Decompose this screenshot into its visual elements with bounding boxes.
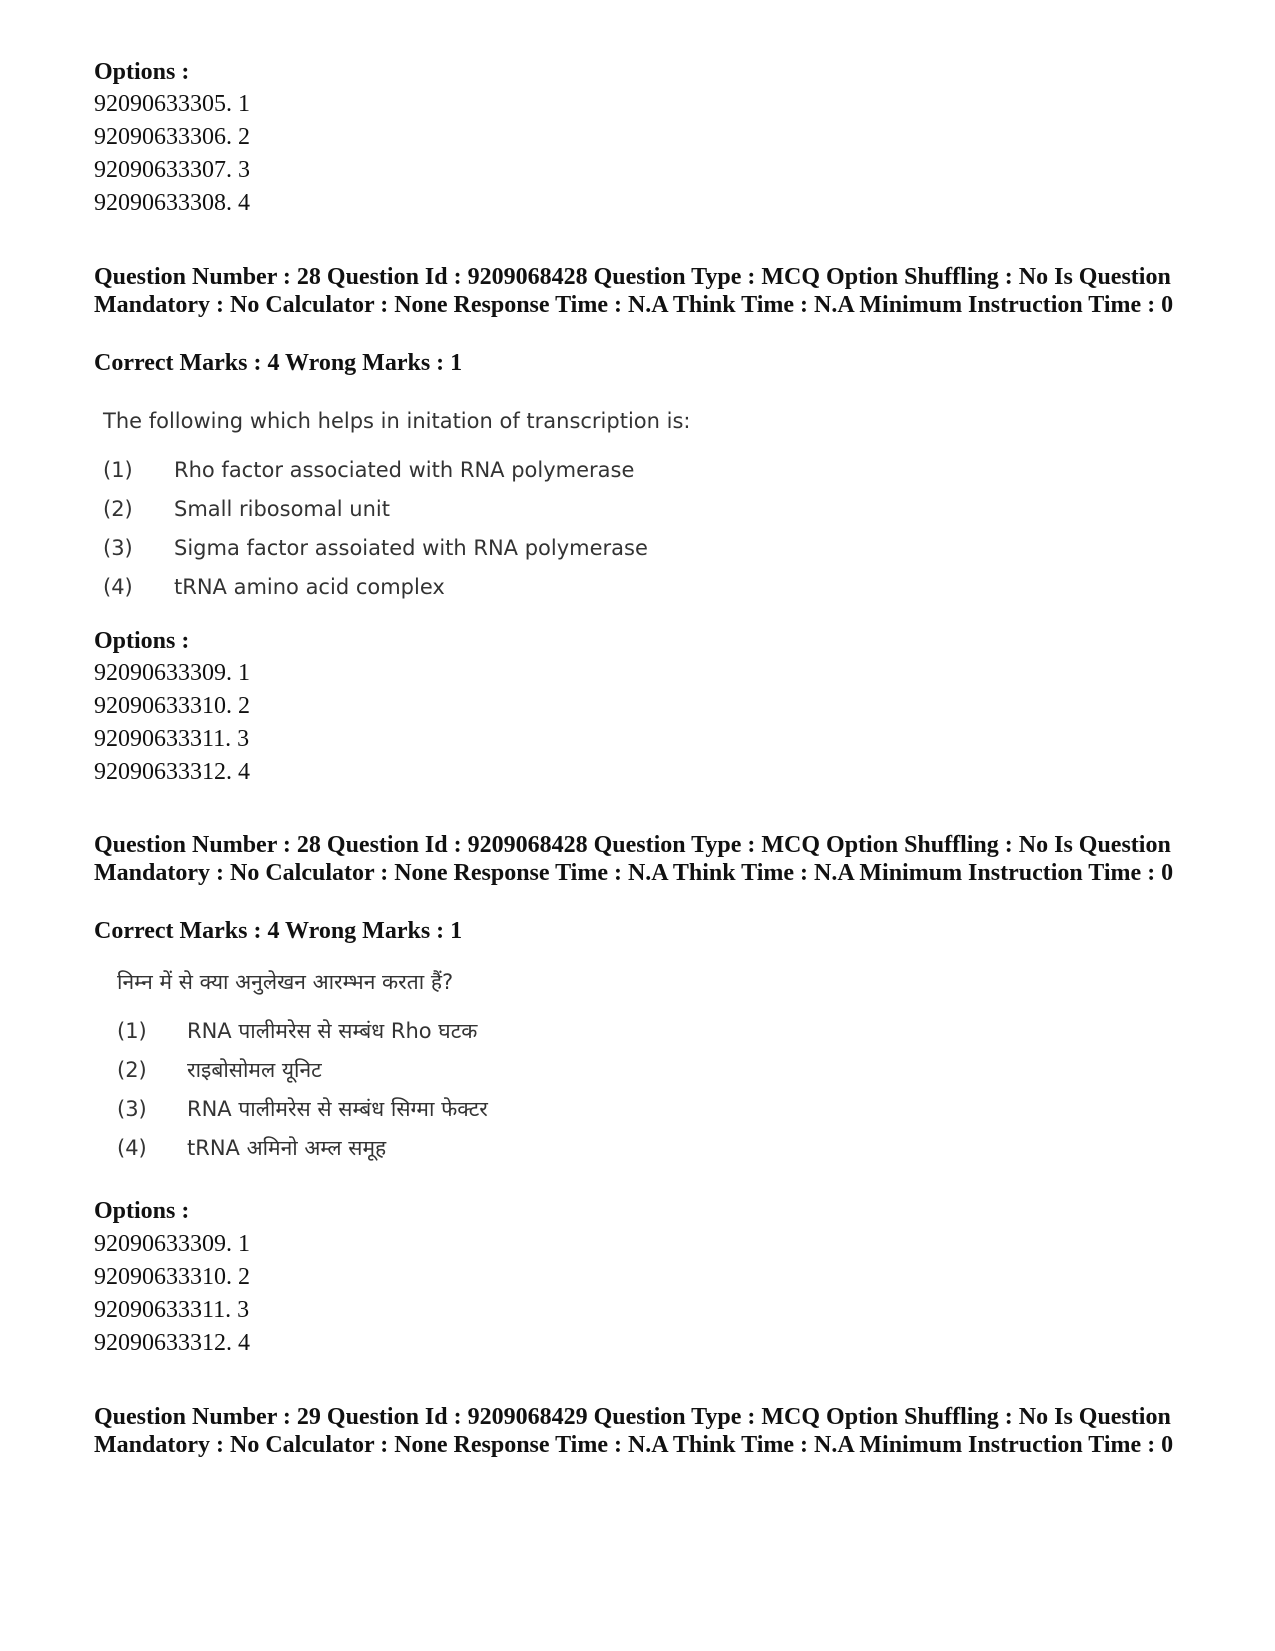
- question-text: निम्न में से क्या अनुलेखन आरम्भन करता हैं?: [117, 970, 454, 994]
- option-line: 92090633311. 3: [94, 1297, 250, 1323]
- choice-number: (4): [117, 1136, 147, 1160]
- option-line: 92090633307. 3: [94, 157, 250, 183]
- question-text: The following which helps in initation of transcription is:: [103, 409, 691, 433]
- choice-number: (1): [117, 1019, 147, 1043]
- option-line: 92090633309. 1: [94, 1231, 250, 1257]
- question-meta: Question Number : 28 Question Id : 9209068428 Question Type : MCQ Option Shuffling : No Is Question Mandatory : No Calculator : None Response Time : N.A Think Time : N.A Minimum Instruction Time : 0: [94, 264, 1174, 318]
- options-heading: Options :: [94, 59, 190, 85]
- option-line: 92090633311. 3: [94, 726, 250, 752]
- choice-number: (3): [117, 1097, 147, 1121]
- question-marks: Correct Marks : 4 Wrong Marks : 1: [94, 918, 463, 944]
- choice-number: (3): [103, 536, 133, 560]
- question-meta: Question Number : 29 Question Id : 9209068429 Question Type : MCQ Option Shuffling : No Is Question Mandatory : No Calculator : None Response Time : N.A Think Time : N.A Minimum Instruction Time : 0: [94, 1404, 1174, 1458]
- choice-text: tRNA अमिनो अम्ल समूह: [187, 1136, 387, 1160]
- option-line: 92090633312. 4: [94, 759, 250, 785]
- option-line: 92090633310. 2: [94, 1264, 250, 1290]
- question-meta: Question Number : 28 Question Id : 9209068428 Question Type : MCQ Option Shuffling : No Is Question Mandatory : No Calculator : None Response Time : N.A Think Time : N.A Minimum Instruction Time : 0: [94, 832, 1174, 886]
- option-line: 92090633305. 1: [94, 91, 250, 117]
- choice-text: राइबोसोमल यूनिट: [187, 1058, 322, 1082]
- choice-text: Sigma factor assoiated with RNA polymerase: [174, 536, 648, 560]
- option-line: 92090633306. 2: [94, 124, 250, 150]
- option-line: 92090633312. 4: [94, 1330, 250, 1356]
- options-heading: Options :: [94, 628, 190, 654]
- choice-number: (2): [117, 1058, 147, 1082]
- options-heading: Options :: [94, 1198, 190, 1224]
- question-marks: Correct Marks : 4 Wrong Marks : 1: [94, 350, 463, 376]
- choice-number: (4): [103, 575, 133, 599]
- choice-text: Small ribosomal unit: [174, 497, 390, 521]
- option-line: 92090633310. 2: [94, 693, 250, 719]
- option-line: 92090633309. 1: [94, 660, 250, 686]
- choice-text: RNA पालीमरेस से सम्बंध सिग्मा फेक्टर: [187, 1097, 488, 1121]
- choice-number: (2): [103, 497, 133, 521]
- choice-text: Rho factor associated with RNA polymerase: [174, 458, 635, 482]
- option-line: 92090633308. 4: [94, 190, 250, 216]
- choice-text: RNA पालीमरेस से सम्बंध Rho घटक: [187, 1019, 478, 1043]
- choice-number: (1): [103, 458, 133, 482]
- choice-text: tRNA amino acid complex: [174, 575, 445, 599]
